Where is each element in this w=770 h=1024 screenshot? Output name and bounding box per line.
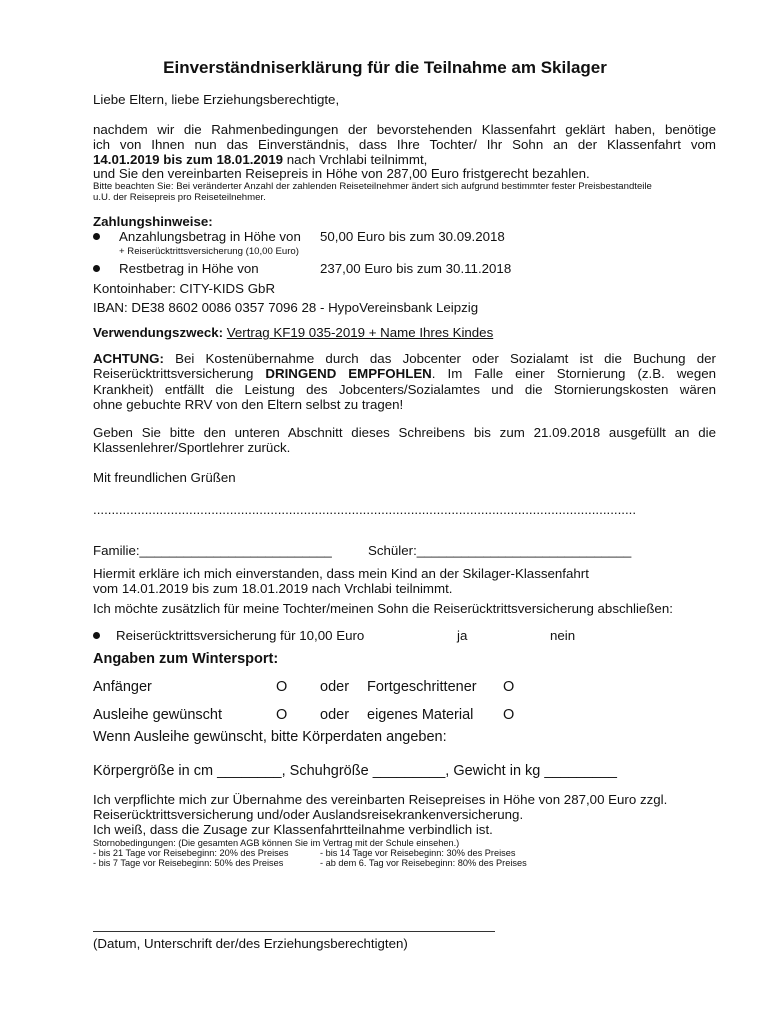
- consent-line-1: Hiermit erkläre ich mich einverstanden, dass mein Kind an der Skilager-Klassenfahrt: [93, 566, 589, 581]
- warning-line-2: [93, 366, 716, 381]
- return-note-line-2: Klassenlehrer/Sportlehrer zurück.: [93, 440, 291, 455]
- or-label: oder: [320, 679, 350, 695]
- warning-emphasis: DRINGEND EMPFOHLEN: [265, 366, 432, 381]
- beginner-label: Anfänger: [93, 679, 152, 695]
- cut-line: ...................................................................................................................................................: [93, 502, 637, 517]
- cancellation-term: - bis 21 Tage vor Reisebeginn: 20% des Preises: [93, 848, 289, 858]
- warning-line-1-rest: Bei Kostenübernahme durch das Jobcenter oder Sozialamt ist die Buchung der: [163, 351, 716, 366]
- warning-line-4: ohne gebuchte RRV von den Eltern selbst zu tragen!: [93, 397, 404, 412]
- intro-line-3: [93, 152, 427, 167]
- insurance-no[interactable]: nein: [550, 628, 576, 643]
- intro-line-1: nachdem wir die Rahmenbedingungen der bevorstehenden Klassenfahrt geklärt haben, benötige: [93, 122, 716, 137]
- signature-line[interactable]: [93, 931, 495, 932]
- return-note-line-1: Geben Sie bitte den unteren Abschnitt dieses Schreibens bis zum 21.09.2018 ausgefüllt an die: [93, 425, 716, 440]
- insurance-question: Ich möchte zusätzlich für meine Tochter/meinen Sohn die Reiserücktrittsversicherung abschließen:: [93, 601, 673, 616]
- purpose-label: Verwendungszweck:: [93, 325, 224, 340]
- own-material-option[interactable]: O: [503, 707, 515, 723]
- trip-dates: 14.01.2019 bis zum 18.01.2019: [93, 152, 283, 167]
- cancellation-term: - ab dem 6. Tag vor Reisebeginn: 80% des Preises: [320, 858, 527, 868]
- student-field[interactable]: Schüler:_____________________________: [368, 543, 632, 558]
- signature-caption: (Datum, Unterschrift der/des Erziehungsberechtigten): [93, 936, 408, 951]
- payment-purpose: [93, 325, 493, 340]
- account-holder: Kontoinhaber: CITY-KIDS GbR: [93, 281, 276, 296]
- insurance-item: Reiserücktrittsversicherung für 10,00 Euro: [116, 628, 365, 643]
- intro-line-4: und Sie den vereinbarten Reisepreis in Höhe von 287,00 Euro fristgerecht bezahlen.: [93, 166, 590, 181]
- beginner-option[interactable]: O: [276, 679, 288, 695]
- obligation-line-3: Ich weiß, dass die Zusage zur Klassenfahrtteilnahme verbindlich ist.: [93, 822, 493, 837]
- consent-line-2: vom 14.01.2019 bis zum 18.01.2019 nach Vrchlabi teilnimmt.: [93, 581, 453, 596]
- rental-option[interactable]: O: [276, 707, 288, 723]
- balance-label: Restbetrag in Höhe von: [119, 261, 259, 276]
- balance-value: 237,00 Euro bis zum 30.11.2018: [320, 261, 512, 276]
- warning-line-1: [93, 351, 716, 366]
- warning-line-2-pre: Reiserücktrittsversicherung: [93, 366, 266, 381]
- intro-line-3-rest: nach Vrchlabi teilnimmt,: [283, 152, 428, 167]
- advanced-label: Fortgeschrittener: [367, 679, 477, 695]
- advanced-option[interactable]: O: [503, 679, 515, 695]
- family-field[interactable]: Familie:__________________________: [93, 543, 332, 558]
- insurance-yes[interactable]: ja: [457, 628, 468, 643]
- deposit-label: Anzahlungsbetrag in Höhe von: [119, 229, 301, 244]
- body-data-prompt: Wenn Ausleihe gewünscht, bitte Körperdaten angeben:: [93, 729, 447, 745]
- warning-label: ACHTUNG:: [93, 351, 164, 366]
- obligation-line-1: Ich verpflichte mich zur Übernahme des vereinbarten Reisepreises in Höhe von 287,00 Euro zzgl.: [93, 792, 668, 807]
- obligation-line-2: Reiserücktrittsversicherung und/oder Auslandsreisekrankenversicherung.: [93, 807, 524, 822]
- cancellation-heading: Stornobedingungen: (Die gesamten AGB können Sie im Vertrag mit der Schule einsehen.): [93, 838, 460, 848]
- rental-label: Ausleihe gewünscht: [93, 707, 222, 723]
- measurements-fields[interactable]: Körpergröße in cm ________, Schuhgröße _________, Gewicht in kg _________: [93, 763, 617, 779]
- price-note-line-2: u.U. der Reisepreis pro Reiseteilnehmer.: [93, 192, 266, 203]
- iban: IBAN: DE38 8602 0086 0357 7096 28 - HypoVereinsbank Leipzig: [93, 300, 479, 315]
- bullet-icon: [93, 233, 100, 240]
- warning-line-2-rest: . Im Falle einer Stornierung (z.B. wegen: [431, 366, 716, 381]
- intro-line-2: ich von Ihnen nun das Einverständnis, dass Ihre Tochter/ Ihr Sohn an der Klassenfahrt vom: [93, 137, 716, 152]
- deposit-insurance: + Reiserücktrittsversicherung (10,00 Euro): [119, 246, 299, 257]
- own-material-label: eigenes Material: [367, 707, 474, 723]
- page-title: Einverständniserklärung für die Teilnahme am Skilager: [163, 58, 607, 77]
- wintersport-heading: Angaben zum Wintersport:: [93, 651, 279, 667]
- closing: Mit freundlichen Grüßen: [93, 470, 236, 485]
- bullet-icon: [93, 632, 100, 639]
- cancellation-term: - bis 7 Tage vor Reisebeginn: 50% des Preises: [93, 858, 284, 868]
- or-label: oder: [320, 707, 350, 723]
- bullet-icon: [93, 265, 100, 272]
- deposit-value: 50,00 Euro bis zum 30.09.2018: [320, 229, 505, 244]
- price-note-line-1: Bitte beachten Sie: Bei veränderter Anzahl der zahlenden Reiseteilnehmer ändert sich aufgrund bestimmter fester Preisbestandteile: [93, 181, 652, 192]
- greeting: Liebe Eltern, liebe Erziehungsberechtigte,: [93, 92, 340, 107]
- purpose-value: Vertrag KF19 035-2019 + Name Ihres Kindes: [226, 325, 494, 340]
- cancellation-term: - bis 14 Tage vor Reisebeginn: 30% des Preises: [320, 848, 516, 858]
- warning-line-3: Krankheit) entfällt die Leistung des Jobcenters/Sozialamtes und die Stornierungskosten wären: [93, 382, 716, 397]
- payment-heading: Zahlungshinweise:: [93, 214, 213, 229]
